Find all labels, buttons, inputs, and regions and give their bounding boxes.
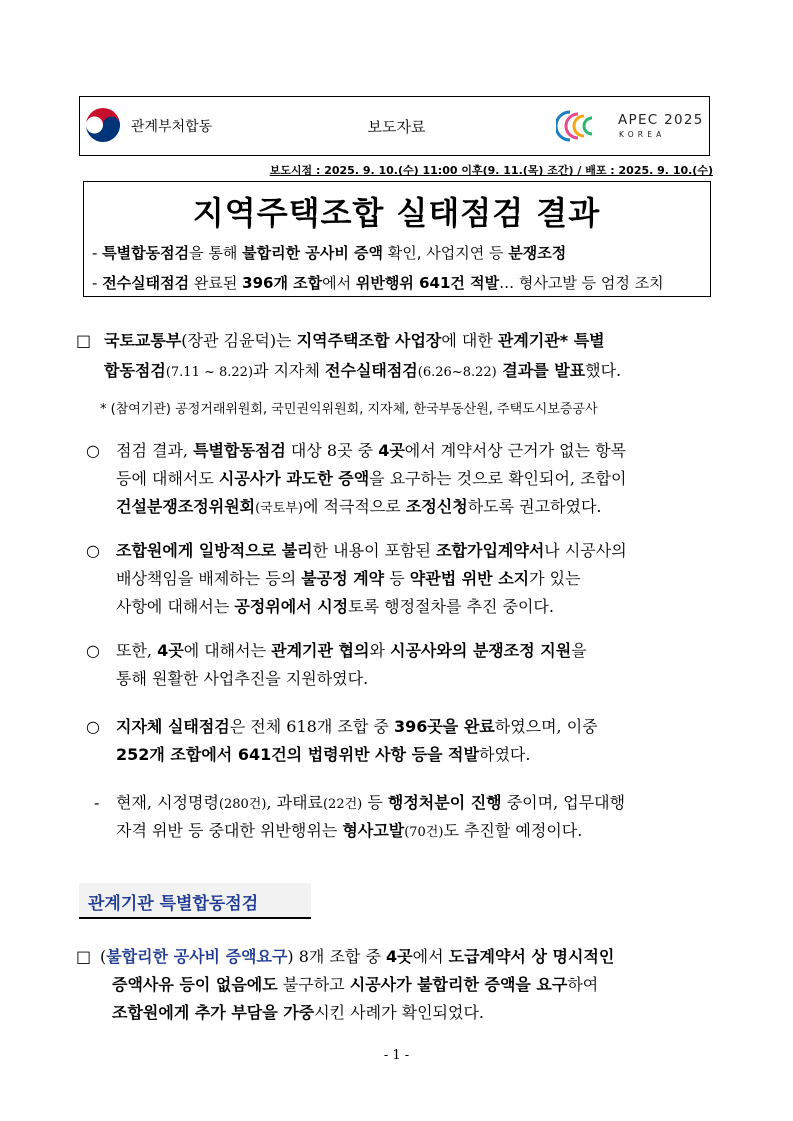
p3-line-3: 사항에 대해서는 공정위에서 시정토록 행정절차를 추진 중이다. <box>116 597 554 616</box>
p1-line-2: 합동점검(7.11 ~ 8.22)과 지자체 전수실태점검(6.26~8.22) 결과를 발표했다. <box>104 361 622 380</box>
section-title: 관계기관 특별합동점검 <box>88 894 259 914</box>
circle-bullet: ○ <box>86 717 100 736</box>
circle-bullet: ○ <box>86 441 100 460</box>
square-bullet: □ <box>76 331 92 350</box>
footnote-participants: * (참여기관) 공정거래위원회, 국민권익위원회, 지자체, 한국부동산원, 주택도시보증공사 <box>100 402 598 417</box>
p1-line-1: 국토교통부(장관 김윤덕)는 지역주택조합 사업장에 대한 관계기관* 특별 <box>104 331 605 350</box>
header-org: 관계부처합동 <box>131 119 213 135</box>
subtitle-2: - 전수실태점검 완료된 396개 조합에서 위반행위 641건 적발… 형사고발 등 엄정 조치 <box>92 274 664 292</box>
p7-line-1: (불합리한 공사비 증액요구) 8개 조합 중 4곳에서 도급계약서 상 명시적인 <box>100 947 615 966</box>
circle-bullet: ○ <box>86 641 100 660</box>
circle-bullet: ○ <box>86 541 100 560</box>
apec-subtitle: KOREA <box>619 130 666 139</box>
header-doc-type: 보도자료 <box>367 118 426 136</box>
subtitle-1: - 특별합동점검을 통해 불합리한 공사비 증액 확인, 사업지연 등 분쟁조정 <box>92 244 567 262</box>
apec-title: APEC 2025 <box>618 112 704 128</box>
dash-bullet: - <box>94 793 100 812</box>
p5-line-2: 252개 조합에서 641건의 법령위반 사항 등을 적발하였다. <box>116 745 531 764</box>
p6-line-1: 현재, 시정명령(280건), 과태료(22건) 등 행정처분이 진행 중이며, 업무대행 <box>116 793 626 812</box>
page-title: 지역주택조합 실태점검 결과 <box>192 194 601 232</box>
p2-line-3: 건설분쟁조정위원회(국토부)에 적극적으로 조정신청하도록 권고하였다. <box>116 497 602 516</box>
p4-line-2: 통해 원활한 사업추진을 지원하였다. <box>116 669 369 688</box>
p3-line-2: 배상책임을 배제하는 등의 불공정 계약 등 약관법 위반 소지가 있는 <box>116 569 581 588</box>
p7-line-3: 조합원에게 추가 부담을 가중시킨 사례가 확인되었다. <box>112 1003 485 1022</box>
p3-line-1: 조합원에게 일방적으로 불리한 내용이 포함된 조합가입계약서나 시공사의 <box>116 541 627 560</box>
square-bullet: □ <box>76 947 92 966</box>
page-number: - 1 - <box>383 1048 410 1063</box>
p2-line-2: 등에 대해서도 시공사가 과도한 증액을 요구하는 것으로 확인되어, 조합이 <box>116 469 627 488</box>
p7-line-2: 증액사유 등이 없음에도 불구하고 시공사가 불합리한 증액을 요구하여 <box>112 975 599 994</box>
p2-line-1: 점검 결과, 특별합동점검 대상 8곳 중 4곳에서 계약서상 근거가 없는 항목 <box>116 441 627 460</box>
p6-line-2: 자격 위반 등 중대한 위반행위는 형사고발(70건)도 추진할 예정이다. <box>116 821 583 840</box>
embargo-line: 보도시점 : 2025. 9. 10.(수) 11:00 이후(9. 11.(목) 조간) / 배포 : 2025. 9. 10.(수) <box>269 164 713 177</box>
p5-line-1: 지자체 실태점검은 전체 618개 조합 중 396곳을 완료하였으며, 이중 <box>116 717 598 736</box>
apec-logo-icon <box>556 108 608 144</box>
p4-line-1: 또한, 4곳에 대해서는 관계기관 협의와 시공사와의 분쟁조정 지원을 <box>116 641 587 660</box>
